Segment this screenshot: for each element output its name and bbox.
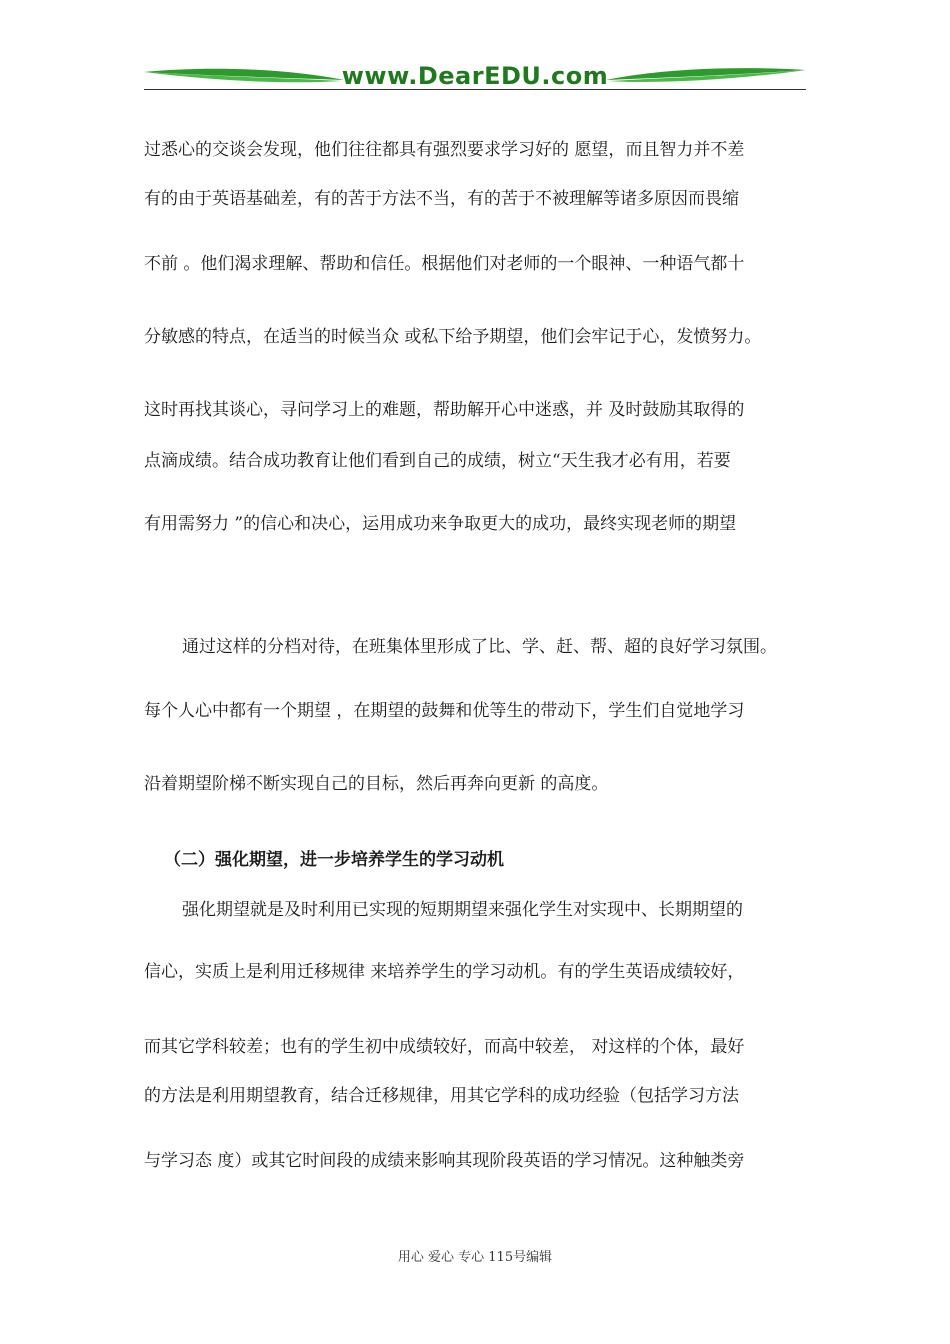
page-footer: 用心 爱心 专心 115号编辑 (397, 1250, 553, 1265)
body-line: 过悉心的交谈会发现，他们往往都具有强烈要求学习好的 愿望，而且智力并不差 (144, 140, 745, 160)
body-line: 而其它学科较差；也有的学生初中成绩较好，而高中较差， 对这样的个体，最好 (144, 1037, 745, 1057)
body-line: 与学习态 度）或其它时间段的成绩来影响其现阶段英语的学习情况。这种触类旁 (144, 1151, 745, 1171)
body-line: 点滴成绩。结合成功教育让他们看到自己的成绩，树立“天生我才必有用，若要 (144, 451, 731, 471)
body-line: 有用需努力 ”的信心和决心，运用成功来争取更大的成功，最终实现老师的期望 (144, 514, 737, 534)
body-line: 强化期望就是及时利用已实现的短期期望来强化学生对实现中、长期期望的 (182, 900, 743, 920)
body-line: 的方法是利用期望教育，结合迁移规律，用其它学科的成功经验（包括学习方法 (144, 1086, 739, 1106)
body-line: 信心，实质上是利用迁移规律 来培养学生的学习动机。有的学生英语成绩较好， (144, 962, 745, 982)
body-line: 有的由于英语基础差，有的苦于方法不当，有的苦于不被理解等诸多原因而畏缩 (144, 189, 739, 209)
body-line: 通过这样的分档对待，在班集体里形成了比、学、赶、帮、超的良好学习氛围。 (182, 637, 777, 657)
site-url: www.DearEDU.com (341, 62, 609, 90)
body-line: 这时再找其谈心，寻问学习上的难题，帮助解开心中迷惑，并 及时鼓励其取得的 (144, 400, 745, 420)
section-heading: （二）强化期望，进一步培养学生的学习动机 (164, 850, 504, 870)
body-line: 分敏感的特点，在适当的时候当众 或私下给予期望，他们会牢记于心，发愤努力。 (144, 327, 762, 347)
body-line: 不前 。他们渴求理解、帮助和信任。根据他们对老师的一个眼神、一种语气都十 (144, 254, 745, 274)
body-line: 沿着期望阶梯不断实现自己的目标，然后再奔向更新 的高度。 (144, 774, 609, 794)
site-header (144, 60, 806, 96)
header-rule (144, 89, 806, 90)
body-line: 每个人心中都有一个期望 ，在期望的鼓舞和优等生的带动下，学生们自觉地学习 (144, 701, 745, 721)
